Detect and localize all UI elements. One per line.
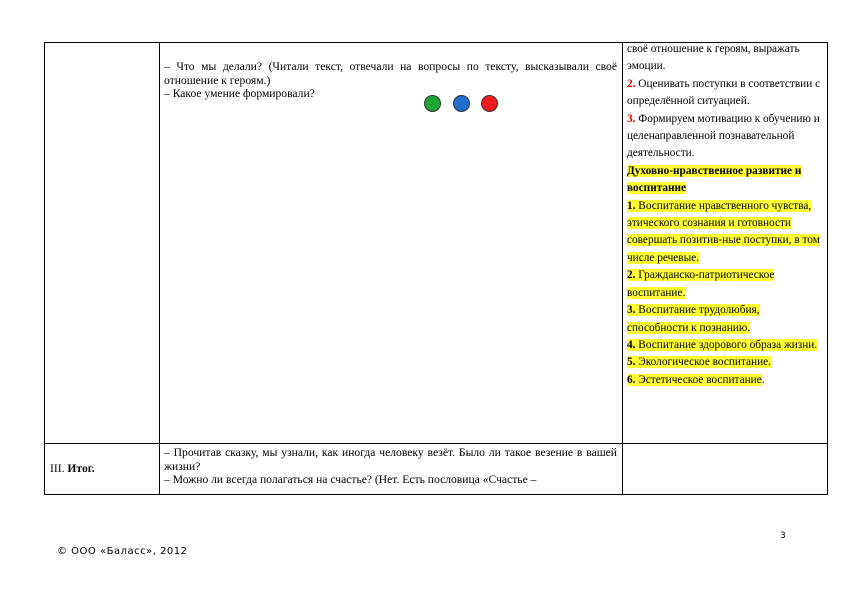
outcome-item-3 xyxy=(627,111,823,163)
item-num: 3. xyxy=(627,304,636,317)
green-circle xyxy=(424,95,441,112)
item-num: 2. xyxy=(627,269,636,282)
item-num: 1. xyxy=(627,199,636,212)
blue-circle xyxy=(453,95,470,112)
row2-activity-cell xyxy=(164,446,617,487)
row1-question-1: – Что мы делали? (Читали текст, отвечали на вопросы по тексту, высказывали своё отношение к героям.) xyxy=(164,60,617,87)
row1-question-2: – Какое умение формировали? xyxy=(164,87,315,101)
outcome-text: Оценивать поступки в соответствии с определённой ситуацией. xyxy=(627,77,821,108)
copyright-footer: © ООО «Баласс», 2012 xyxy=(57,546,188,557)
row2-stage-cell xyxy=(50,462,155,475)
outcome-item-2 xyxy=(627,76,823,111)
upbringing-item-4 xyxy=(627,337,823,354)
table-left-border xyxy=(44,42,45,495)
item-num: 6. xyxy=(627,373,636,386)
upbringing-item-1 xyxy=(627,198,823,268)
red-circle xyxy=(481,95,498,112)
page-number: 3 xyxy=(780,531,786,541)
outcome-num: 3. xyxy=(627,112,636,125)
upbringing-item-5 xyxy=(627,354,823,371)
outcome-num: 2. xyxy=(627,77,636,90)
upbringing-heading xyxy=(627,163,823,198)
row1-outcomes-cell xyxy=(627,41,823,389)
item-num: 4. xyxy=(627,338,636,351)
column-divider-1 xyxy=(159,42,160,495)
outcome-text: Формируем мотивацию к обучению и целенаправленной познавательной деятельности. xyxy=(627,112,820,160)
upbringing-item-6 xyxy=(627,372,823,389)
item-text: Воспитание трудолюбия, способности к познанию. xyxy=(627,304,760,334)
row-divider xyxy=(44,443,828,444)
row1-activity-cell xyxy=(164,60,617,101)
stage-number: III. xyxy=(50,462,65,475)
upbringing-heading-text: Духовно-нравственное развитие и воспитание xyxy=(627,164,802,195)
item-text: Экологическое воспитание. xyxy=(635,356,771,369)
item-text: Эстетическое воспитание xyxy=(635,373,762,386)
row2-question-2: – Можно ли всегда полагаться на счастье? (Нет. Есть пословица «Счастье – xyxy=(164,473,537,487)
upbringing-item-3 xyxy=(627,302,823,337)
outcome-text-0: своё отношение к героям, выражать эмоции. xyxy=(627,43,800,73)
upbringing-item-2 xyxy=(627,267,823,302)
row2-question-1: – Прочитав сказку, мы узнали, как иногда человеку везёт. Было ли такое везение в вашей жизни? xyxy=(164,446,617,473)
table-right-border xyxy=(827,42,828,495)
item-text: Гражданско-патриотическое воспитание. xyxy=(627,269,775,299)
item-text: Воспитание нравственного чувства, этического сознания и готовности совершать позитив-ные поступки, в том числе речевые. xyxy=(627,199,820,264)
item-num: 5. xyxy=(627,356,636,369)
stage-label: Итог. xyxy=(67,462,95,475)
column-divider-2 xyxy=(622,42,623,495)
item-text: Воспитание здорового образа жизни. xyxy=(635,338,818,351)
item-tail: . xyxy=(761,373,765,386)
table-bottom-border xyxy=(44,494,828,495)
